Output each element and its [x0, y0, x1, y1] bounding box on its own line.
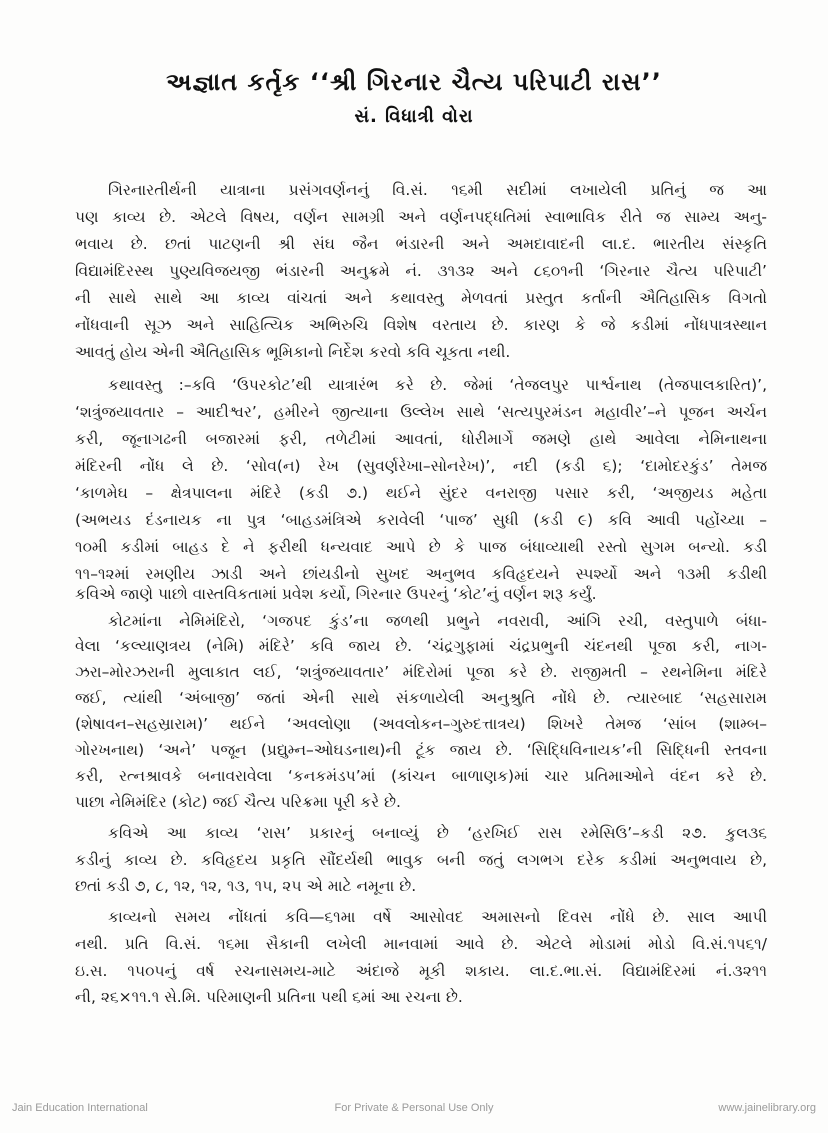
paragraph-3-line-4: જઈ, ત્યાંથી ‘અંબાજી’ જતાં એની સાથે સંકળાયેલી અનુશ્રુતિ નોંધે છે. ત્યારબાદ ‘સહસારામ — [75, 689, 767, 707]
paragraph-1-line-4: વિદ્યામંદિરસ્થ પુણ્યવિજયજી ભંડારની અનુક્રમે નં. ૩૧૩૨ અને ૮૬૦૧ની ‘ગિરનાર ચૈત્ય પરિપાટી’ — [75, 262, 767, 280]
paragraph-5-line-1: કાવ્યનો સમય નોંધતાં કવિ—૬૧મા વર્ષે આસોવદ અમાસનો દિવસ નોંધે છે. સાલ આપી — [108, 908, 767, 926]
paragraph-2-line-8: ૧૧–૧૨માં રમણીય ઝાડી અને છાંયડીનો સુખદ અનુભવ કવિહૃદયને સ્પર્શ્યો અને ૧૩મી કડીથી — [75, 565, 767, 583]
paragraph-2-line-4: મંદિરની નોંધ લે છે. ‘સોવ(ન) રેખ (સુવર્ણરેખા–સોનરેખ)’, નદી (કડી ૬); ‘દામોદરકુંડ’ તેમજ — [75, 457, 767, 475]
paragraph-2-line-7: ૧૦મી કડીમાં બાહડ દે ને ફરીથી ધન્યવાદ આપે છે કે પાજ બંધાવ્યાથી રસ્તો સુગમ બન્યો. કડી — [75, 538, 767, 556]
paragraph-3-line-1: કોટમાંના નેમિમંદિરો, ‘ગજપદ કુંડ’ના જળથી પ્રભુને નવરાવી, આંગિ રચી, વસ્તુપાળે બંધા- — [108, 612, 767, 630]
paragraph-2-line-5: ‘કાળમેઘ – ક્ષેત્રપાલના મંદિરે (કડી ૭.) થઈને સુંદર વનરાજી પસાર કરી, ‘અજીયડ મહેતા — [75, 484, 767, 502]
paragraph-1-line-1: ગિરનારતીર્થની યાત્રાના પ્રસંગવર્ણનનું વિ.સં. ૧૬મી સદીમાં લખાયેલી પ્રતિનું જ આ — [108, 181, 767, 199]
author-byline: સં. વિધાત્રી વોરા — [354, 106, 474, 127]
paragraph-1-line-7: આવતું હોય એની ઐતિહાસિક ભૂમિકાનો નિર્દેશ કરવો કવિ ચૂકતા નથી. — [75, 343, 511, 361]
paragraph-5-line-4: ની, ૨૬×૧૧.૧ સે.મિ. પરિમાણની પ્રતિના પથી ૬માં આ રચના છે. — [75, 988, 463, 1006]
paragraph-5-line-2: નથી. પ્રતિ વિ.સં. ૧૬મા સૈકાની લખેલી માનવામાં આવે છે. એટલે મોડામાં મોડો વિ.સં.૧૫૬૧/ — [75, 935, 767, 953]
paragraph-4-line-2: કડીનું કાવ્ય છે. કવિહૃદય પ્રકૃતિ સૌંદર્યથી ભાવુક બની જતું લગભગ દરેક કડીમાં અનુભવાય છે, — [75, 851, 767, 869]
paragraph-3-line-7: કરી, રત્નશ્રાવકે બનાવરાવેલા ‘કનકમંડપ’માં (કાંચન બાળાણક)માં ચાર પ્રતિમાઓને વંદન કરે છે. — [75, 767, 767, 785]
paragraph-3-line-3: ઝરા–મોરઝરાની મુલાકાત લઈ, ‘શત્રુંજયાવતાર’ મંદિરોમાં પૂજા કરે છે. રાજીમતી – રથનેમિના મંદિરે — [75, 663, 767, 681]
paragraph-2-line-9: કવિએ જાણે પાછો વાસ્તવિકતામાં પ્રવેશ કર્યો, ગિરનાર ઉપરનું ‘કોટ’નું વર્ણન શરૂ કર્યું. — [75, 585, 597, 603]
paragraph-1-line-6: નોંધવાની સૂઝ અને સાહિત્યિક અભિરુચિ વિશેષ વરતાય છે. કારણ કે જે કડીમાં નોંધપાત્રસ્થાન — [75, 316, 767, 334]
paragraph-4-line-3: છતાં કડી ૭, ૮, ૧૨, ૧૨, ૧૩, ૧૫, ૨૫ એ માટે નમૂના છે. — [75, 877, 417, 895]
paragraph-1-line-5: ની સાથે સાથે આ કાવ્ય વાંચતાં અને કથાવસ્તુ મેળવતાં પ્રસ્તુત કર્તાની ઐતિહાસિક વિગતો — [75, 289, 767, 307]
paragraph-3-line-8: પાછા નેમિમંદિર (કોટ) જઈ ચૈત્ય પરિક્રમા પૂરી કરે છે. — [75, 793, 401, 811]
paragraph-2-line-2: ‘શત્રુંજયાવતાર – આદીશ્વર’, હમીરને જીત્યાના ઉલ્લેખ સાથે ‘સત્યપુરમંડન મહાવીર’–ને પૂજન અર્ચન — [75, 403, 767, 421]
paragraph-3-line-5: (શેષાવન–સહસ્રારામ)’ થઈને ‘અવલોણા (અવલોકન–ગુરુદત્તાત્રય) શિખરે તેમજ ‘સાંબ (શામ્બ– — [75, 715, 767, 733]
paragraph-4-line-1: કવિએ આ કાવ્ય ‘રાસ’ પ્રકારનું બનાવ્યું છે ‘હરખિઈ રાસ રમેસિઉ’–કડી ૨૭. કુલ૩૬ — [108, 824, 767, 842]
paragraph-2-line-1: કથાવસ્તુ :–કવિ ‘ઉપરકોટ’થી યાત્રારંભ કરે છે. જેમાં ‘તેજલપુર પાર્શ્વનાથ (તેજપાલકારિત)’, — [108, 376, 767, 394]
footer-publisher: Jain Education International — [12, 1102, 148, 1114]
paragraph-2-line-6: (અભયડ દંડનાયક ના પુત્ર ‘બાહડમંત્રિએ કરાવેલી ‘પાજ’ સુધી (કડી ૯) કવિ આવી પહોંચ્યા – — [75, 511, 767, 529]
paragraph-5-line-3: ઇ.સ. ૧૫૦૫નું વર્ષ રચનાસમય-માટે અંદાજે મૂકી શકાય. લા.દ.ભા.સં. વિદ્યામંદિરમાં નં.૩૨૧૧ — [75, 962, 767, 980]
paragraph-3-line-2: વેલા ‘કલ્યાણત્રય (નેમિ) મંદિરે’ કવિ જાય છે. ‘ચંદ્રગુફામાં ચંદ્રપ્રભુની ચંદનથી પૂજા કરી, નાગ- — [75, 637, 767, 655]
footer-website-link[interactable]: www.jainelibrary.org — [718, 1102, 816, 1114]
paragraph-1-line-2: પણ કાવ્ય છે. એટલે વિષય, વર્ણન સામગ્રી અને વર્ણનપદ્ધતિમાં સ્વાભાવિક રીતે જ સામ્ય અનુ- — [75, 208, 767, 226]
footer-usage-note: For Private & Personal Use Only — [334, 1102, 494, 1114]
paragraph-1-line-3: ભવાય છે. છતાં પાટણની શ્રી સંઘ જૈન ભંડારની અને અમદાવાદની લા.દ. ભારતીય સંસ્કૃતિ — [75, 235, 767, 253]
page-title: અજ્ઞાત કર્તૃક ‘‘શ્રી ગિરનાર ચૈત્ય પરિપાટી રાસ’’ — [166, 68, 662, 96]
paragraph-2-line-3: કરી, જૂનાગઢની બજારમાં ફરી, તળેટીમાં આવતાં, ધોરીમાર્ગે જમણે હાથે આવેલા નેમિનાથના — [75, 430, 767, 448]
paragraph-3-line-6: ગોરખનાથ) ‘અને’ પજૂન (પ્રદ્યુમ્ન–ઓઘડનાથ)ની ટૂંક જાય છે. ‘સિદ્ધિવિનાયક’ની સિદ્ધિની સ્તવના — [75, 741, 767, 759]
